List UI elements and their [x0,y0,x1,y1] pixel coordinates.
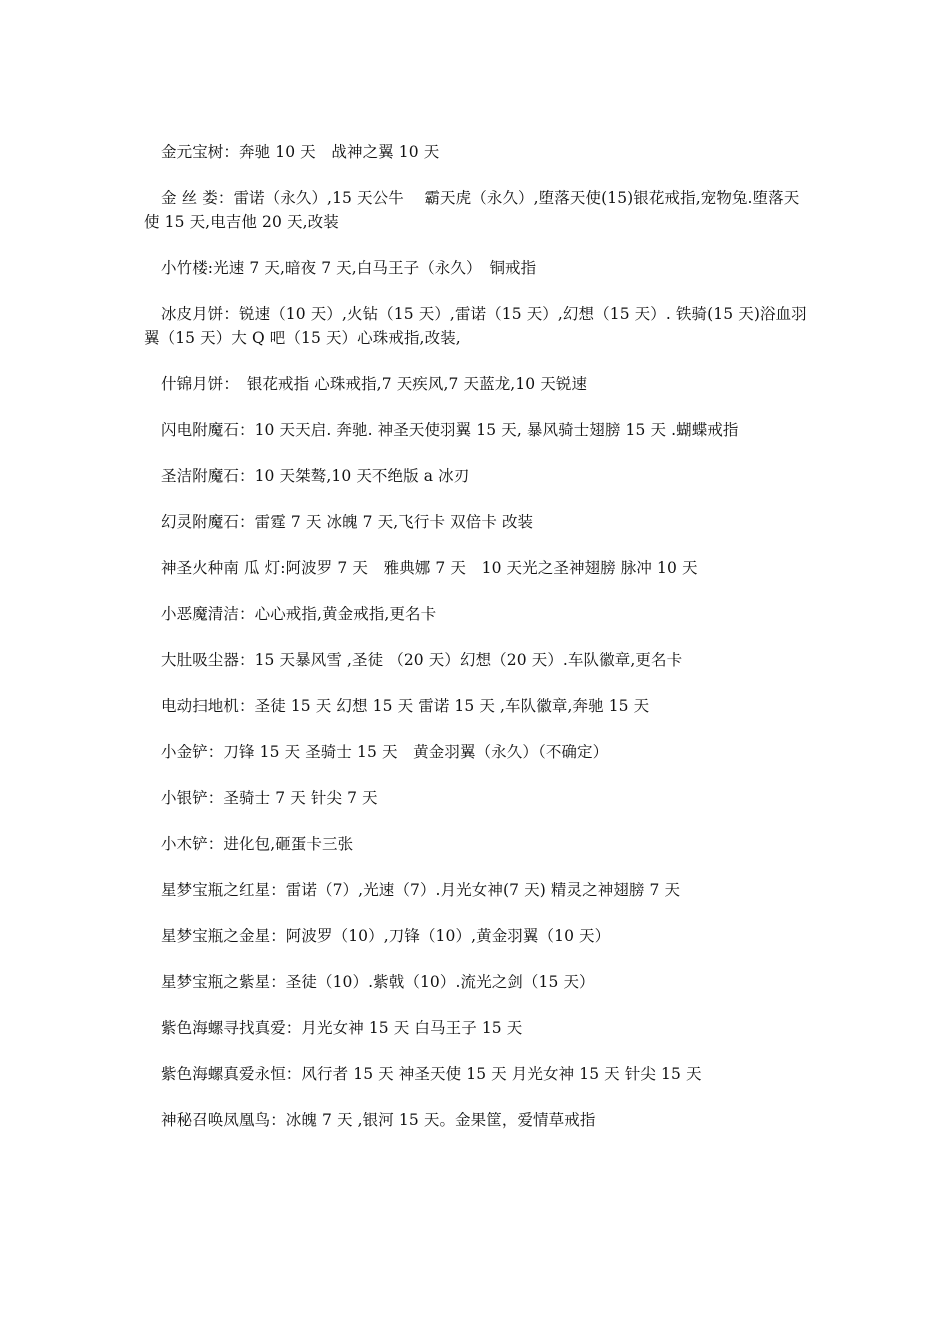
document-body [144,140,812,1154]
paragraph-15: 小木铲：进化包,砸蛋卡三张 [161,835,354,853]
paragraph-6: 闪电附魔石：10 天天启. 奔驰. 神圣天使羽翼 15 天, 暴风骑士翅膀 15 天 .蝴蝶戒指 [161,421,739,439]
paragraph-19: 紫色海螺寻找真爱：月光女神 15 天 白马王子 15 天 [161,1019,523,1037]
paragraph-13: 小金铲：刀锋 15 天 圣骑士 15 天 黄金羽翼（永久）（不确定） [161,743,609,761]
paragraph-5: 什锦月饼： 银花戒指 心珠戒指,7 天疾风,7 天蓝龙,10 天锐速 [161,375,588,393]
paragraph-16: 星梦宝瓶之红星：雷诺（7）,光速（7）.月光女神(7 天) 精灵之神翅膀 7 天 [161,881,681,899]
paragraph-18: 星梦宝瓶之紫星：圣徒（10）.紫戟（10）.流光之剑（15 天） [161,973,595,991]
paragraph-17: 星梦宝瓶之金星：阿波罗（10）,刀锋（10）,黄金羽翼（10 天） [161,927,611,945]
paragraph-3: 小竹楼:光速 7 天,暗夜 7 天,白马王子（永久） 铜戒指 [161,259,537,277]
paragraph-7: 圣洁附魔石：10 天桀骜,10 天不绝版 a 冰刃 [161,467,470,485]
paragraph-21: 神秘召唤凤凰鸟：冰魄 7 天 ,银河 15 天。金果筐，爱情草戒指 [161,1111,596,1129]
paragraph-10: 小恶魔清洁：心心戒指,黄金戒指,更名卡 [161,605,437,623]
paragraph-14: 小银铲：圣骑士 7 天 针尖 7 天 [161,789,378,807]
paragraph-9: 神圣火种南 瓜 灯:阿波罗 7 天 雅典娜 7 天 10 天光之圣神翅膀 脉冲 10 天 [161,559,698,577]
paragraph-11: 大肚吸尘器：15 天暴风雪 ,圣徒 （20 天）幻想（20 天）.车队徽章,更名卡 [161,651,683,669]
paragraph-4: 冰皮月饼：锐速（10 天）,火钻（15 天）,雷诺（15 天）,幻想（15 天）. 铁骑(15 天)浴血羽翼（15 天）大 Q 吧（15 天）心珠戒指,改装, [144,305,807,347]
paragraph-20: 紫色海螺真爱永恒：风行者 15 天 神圣天使 15 天 月光女神 15 天 针尖 15 天 [161,1065,702,1083]
paragraph-12: 电动扫地机：圣徒 15 天 幻想 15 天 雷诺 15 天 ,车队徽章,奔驰 15 天 [161,697,650,715]
paragraph-1: 金元宝树：奔驰 10 天 战神之翼 10 天 [161,143,440,161]
paragraph-8: 幻灵附魔石：雷霆 7 天 冰魄 7 天,飞行卡 双倍卡 改装 [161,513,534,531]
paragraph-2: 金 丝 娄：雷诺（永久）,15 天公牛 霸天虎（永久）,堕落天使(15)银花戒指,宠物兔.堕落天使 15 天,电吉他 20 天,改装 [144,189,800,231]
